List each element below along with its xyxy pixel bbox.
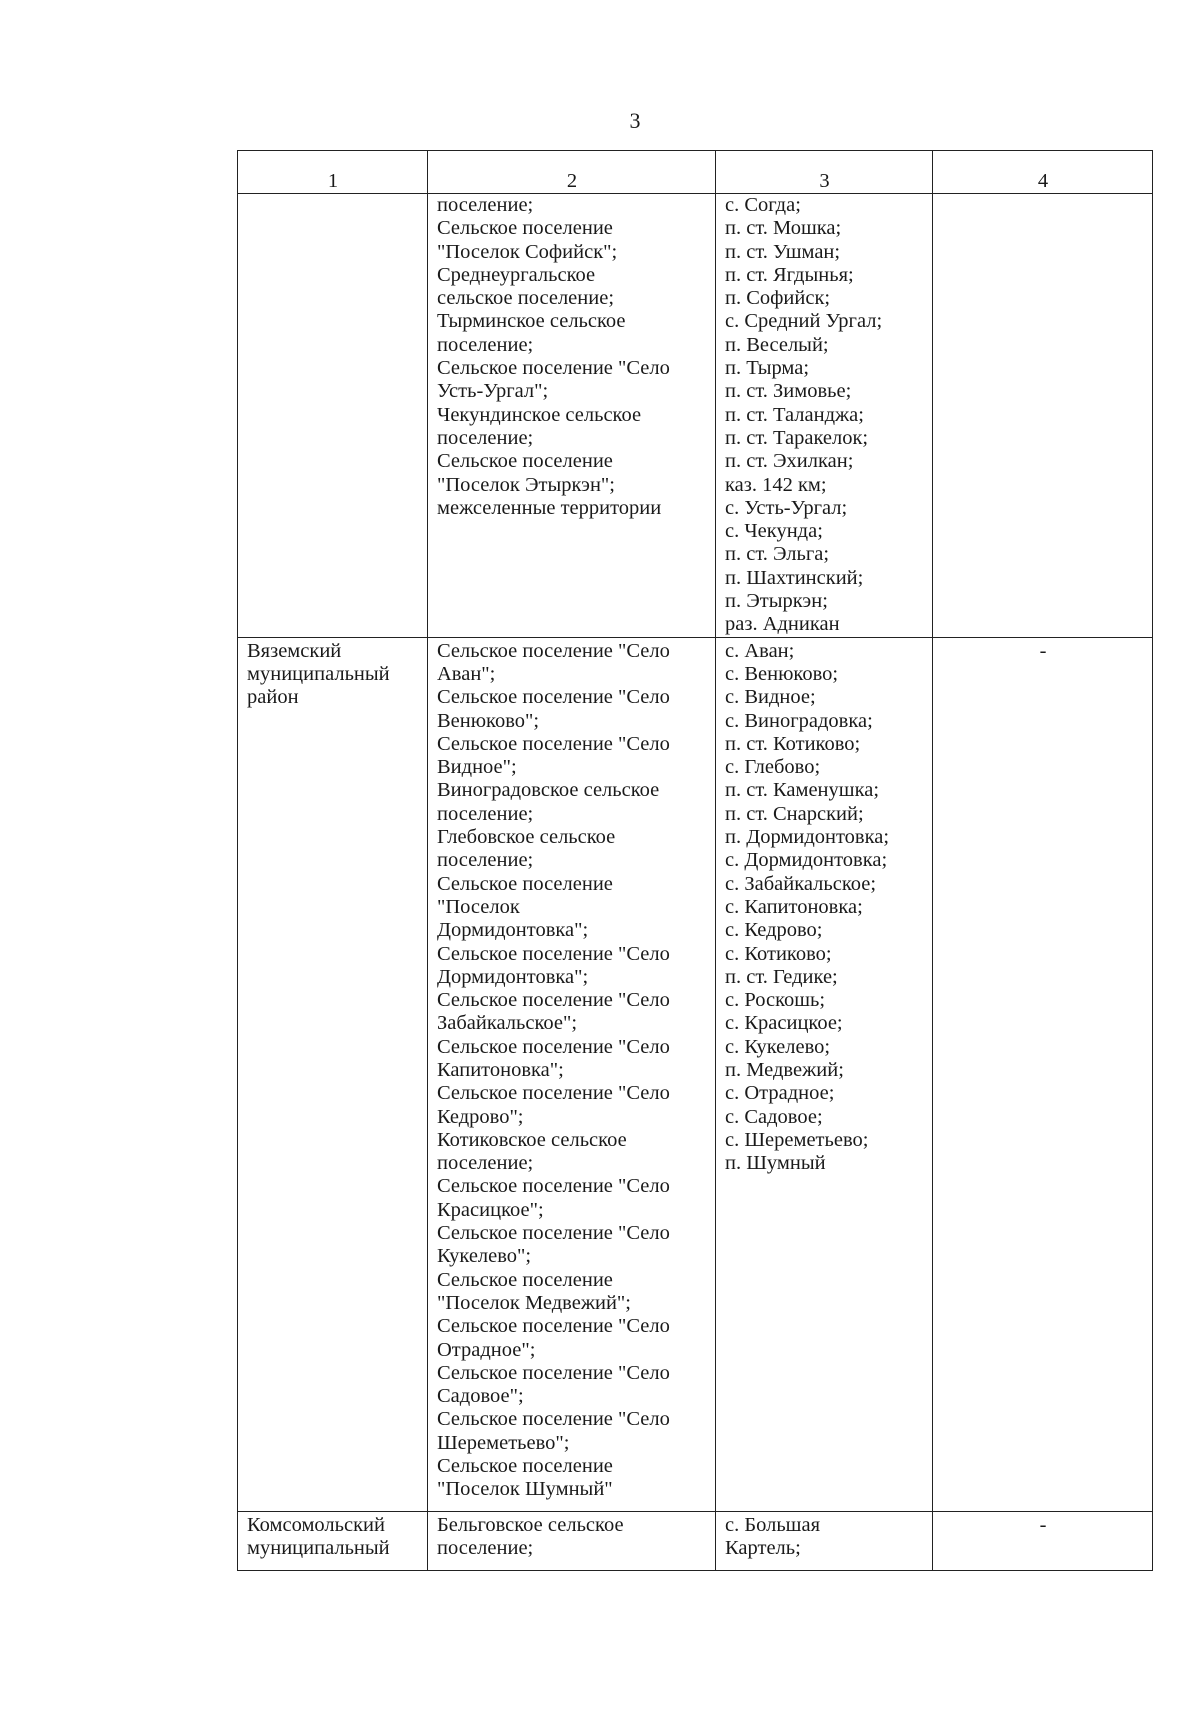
- cell-line: Садовое";: [437, 1385, 524, 1408]
- cell-line: с. Средний Ургал;: [725, 310, 883, 333]
- cell-line: поселение;: [437, 1152, 534, 1175]
- localities-cell: [716, 1511, 933, 1570]
- cell-line: с. Большая: [725, 1513, 820, 1536]
- cell-line: с. Роскошь;: [725, 989, 826, 1012]
- cell-line: Видное";: [437, 756, 517, 779]
- cell-line: с. Садовое;: [725, 1105, 823, 1128]
- cell-line: п. ст. Ягдынья;: [725, 263, 854, 286]
- cell-line: Бельговское сельское: [437, 1513, 624, 1536]
- cell-line: с. Усть-Ургал;: [725, 496, 848, 519]
- cell-line: Сельское поселение: [437, 450, 613, 473]
- cell-line: п. ст. Эхилкан;: [725, 450, 854, 473]
- localities-cell: [716, 194, 933, 638]
- cell-line: поселение;: [437, 849, 534, 872]
- cell-line: с. Чекунда;: [725, 520, 823, 543]
- cell-line: сельское поселение;: [437, 287, 615, 310]
- cell-line: Шереметьево";: [437, 1431, 570, 1454]
- cell-line: с. Забайкальское;: [725, 872, 877, 895]
- cell-line: п. Дормидонтовка;: [725, 826, 890, 849]
- cell-line: п. ст. Эльга;: [725, 543, 830, 566]
- cell-line: Сельское поселение "Село: [437, 989, 670, 1012]
- settlements-table: [237, 150, 1153, 1571]
- cell-line: с. Виноградовка;: [725, 709, 873, 732]
- cell-line: раз. Адникан: [725, 613, 840, 636]
- settlements-cell: [428, 637, 716, 1511]
- cell-line: Кедрово";: [437, 1105, 524, 1128]
- cell-line: п. Шумный: [725, 1152, 826, 1175]
- cell-line: поселение;: [437, 194, 534, 216]
- cell-line: с. Согда;: [725, 194, 801, 216]
- cell-line: Красицкое";: [437, 1198, 544, 1221]
- cell-line: Среднеургальское: [437, 263, 596, 286]
- cell-line: Капитоновка";: [437, 1058, 564, 1081]
- cell-line: с. Венюково;: [725, 662, 839, 685]
- cell-line: муниципальный: [247, 1536, 390, 1559]
- cell-line: Сельское поселение: [437, 217, 613, 240]
- cell-line: Дормидонтовка";: [437, 919, 589, 942]
- cell-line: с. Шереметьево;: [725, 1128, 869, 1151]
- cell-line: п. ст. Таланджа;: [725, 403, 864, 426]
- cell-line: Дормидонтовка";: [437, 965, 589, 988]
- cell-line: Сельское поселение "Село: [437, 1035, 670, 1058]
- cell-line: п. ст. Ушман;: [725, 240, 841, 263]
- cell-line: каз. 142 км;: [725, 473, 827, 496]
- localities-cell: [716, 637, 933, 1511]
- cell-line: с. Дормидонтовка;: [725, 849, 888, 872]
- cell-line: Сельское поселение "Село: [437, 1222, 670, 1245]
- cell-line: п. ст. Зимовье;: [725, 380, 852, 403]
- cell-line: "Поселок Шумный": [437, 1478, 613, 1501]
- settlements-cell: [428, 1511, 716, 1570]
- cell-line: Комсомольский: [247, 1513, 385, 1536]
- cell-line: п. Шахтинский;: [725, 566, 864, 589]
- cell-line: Сельское поселение: [437, 872, 613, 895]
- cell-line: п. ст. Каменушка;: [725, 779, 880, 802]
- cell-line: п. ст. Таракелок;: [725, 426, 869, 449]
- cell-line: с. Кедрово;: [725, 919, 823, 942]
- cell-line: п. ст. Мошка;: [725, 217, 842, 240]
- cell-line: поселение;: [437, 1536, 534, 1559]
- cell-line: с. Аван;: [725, 639, 795, 662]
- cell-line: Котиковское сельское: [437, 1128, 627, 1151]
- cell-line: Сельское поселение: [437, 1455, 613, 1478]
- cell-line: Сельское поселение "Село: [437, 732, 670, 755]
- cell-line: муниципальный: [247, 662, 390, 685]
- cell-line: с. Котиково;: [725, 942, 832, 965]
- cell-line: с. Красицкое;: [725, 1012, 843, 1035]
- cell-line: поселение;: [437, 802, 534, 825]
- cell-line: Усть-Ургал";: [437, 380, 549, 403]
- cell-line: Сельское поселение: [437, 1268, 613, 1291]
- cell-line: п. ст. Снарский;: [725, 802, 864, 825]
- cell-line: "Поселок: [437, 895, 520, 918]
- cell-line: Кукелево";: [437, 1245, 532, 1268]
- cell-line: с. Глебово;: [725, 756, 821, 779]
- district-cell: [238, 194, 428, 638]
- cell-line: Сельское поселение "Село: [437, 1082, 670, 1105]
- cell-line: Сельское поселение "Село: [437, 1361, 670, 1384]
- cell-line: п. Тырма;: [725, 357, 810, 380]
- cell-line: Тырминское сельское: [437, 310, 626, 333]
- cell-line: Сельское поселение "Село: [437, 1408, 670, 1431]
- cell-line: Сельское поселение "Село: [437, 1315, 670, 1338]
- cell-line: Сельское поселение "Село: [437, 639, 670, 662]
- header-col-4: 4: [933, 151, 1153, 194]
- header-col-2: 2: [428, 151, 716, 194]
- settlements-cell: [428, 194, 716, 638]
- cell-line: Отрадное";: [437, 1338, 536, 1361]
- district-cell: [238, 637, 428, 1511]
- header-col-1: 1: [238, 151, 428, 194]
- cell-line: район: [247, 686, 299, 709]
- page-number: 3: [629, 108, 641, 133]
- table-row: [238, 1511, 1153, 1570]
- cell-line: п. ст. Гедике;: [725, 965, 838, 988]
- cell-line: Сельское поселение "Село: [437, 357, 670, 380]
- cell-line: Чекундинское сельское: [437, 403, 642, 426]
- district-cell: [238, 1511, 428, 1570]
- cell-line: Сельское поселение "Село: [437, 942, 670, 965]
- col4-cell: -: [933, 1511, 1153, 1570]
- cell-line: п. Веселый;: [725, 333, 829, 356]
- cell-line: с. Отрадное;: [725, 1082, 835, 1105]
- cell-line: Вяземский: [247, 639, 342, 662]
- cell-line: п. Софийск;: [725, 287, 831, 310]
- cell-line: п. Этыркэн;: [725, 590, 828, 613]
- cell-line: с. Кукелево;: [725, 1035, 831, 1058]
- table-header-row: [238, 151, 1153, 194]
- table-row: [238, 637, 1153, 1511]
- cell-line: Виноградовское сельское: [437, 779, 660, 802]
- cell-line: Аван";: [437, 662, 496, 685]
- cell-line: "Поселок Этыркэн";: [437, 473, 615, 496]
- cell-line: Сельское поселение "Село: [437, 1175, 670, 1198]
- cell-line: п. Медвежий;: [725, 1058, 844, 1081]
- table-row: [238, 194, 1153, 638]
- cell-line: "Поселок Софийск";: [437, 240, 618, 263]
- cell-line: Венюково";: [437, 709, 540, 732]
- cell-line: с. Капитоновка;: [725, 895, 863, 918]
- header-col-3: 3: [716, 151, 933, 194]
- cell-line: "Поселок Медвежий";: [437, 1291, 631, 1314]
- cell-line: Забайкальское";: [437, 1012, 578, 1035]
- cell-line: Картель;: [725, 1536, 801, 1559]
- cell-line: межселенные территории: [437, 496, 662, 519]
- col4-cell: [933, 194, 1153, 638]
- cell-line: Глебовское сельское: [437, 826, 616, 849]
- cell-line: Сельское поселение "Село: [437, 686, 670, 709]
- cell-line: с. Видное;: [725, 686, 816, 709]
- col4-cell: -: [933, 637, 1153, 1511]
- cell-line: п. ст. Котиково;: [725, 732, 861, 755]
- cell-line: поселение;: [437, 333, 534, 356]
- cell-line: поселение;: [437, 426, 534, 449]
